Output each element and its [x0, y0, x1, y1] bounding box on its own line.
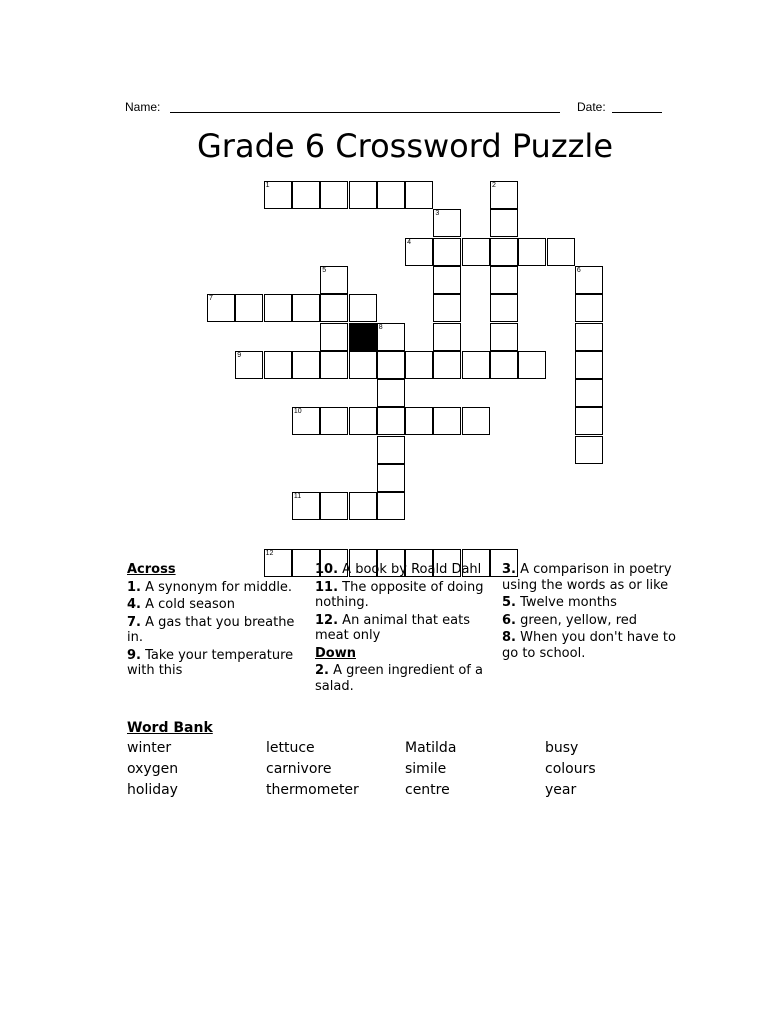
crossword-cell[interactable] — [490, 266, 518, 294]
clue-number-label: 3 — [435, 210, 440, 218]
crossword-cell[interactable] — [433, 238, 461, 266]
date-field[interactable] — [612, 112, 662, 113]
clue-text: green, yellow, red — [520, 612, 638, 628]
crossword-cell[interactable] — [320, 492, 348, 520]
crossword-cell[interactable] — [433, 266, 461, 294]
word-bank-item: simile — [405, 761, 447, 777]
date-label: Date: — [577, 100, 606, 114]
crossword-cell[interactable] — [320, 351, 348, 379]
clue-number-label: 4 — [407, 238, 411, 246]
across-heading: Across — [127, 562, 176, 577]
crossword-cell[interactable] — [490, 181, 518, 209]
crossword-cell[interactable] — [292, 492, 320, 520]
crossword-cell[interactable] — [575, 294, 603, 322]
clue-number-label: 12 — [265, 549, 274, 557]
crossword-cell[interactable] — [490, 323, 518, 351]
crossword-cell[interactable] — [433, 294, 461, 322]
clue-number: 3. — [502, 562, 516, 577]
word-bank-item: centre — [405, 782, 450, 798]
crossword-cell[interactable] — [292, 351, 320, 379]
crossword-cell[interactable] — [518, 238, 546, 266]
clues-column-2 — [315, 562, 490, 696]
clue-across-11 — [315, 580, 490, 611]
clue-down-2 — [315, 663, 490, 694]
crossword-cell[interactable] — [235, 351, 263, 379]
clue-number: 1. — [127, 579, 141, 595]
clue-down-5 — [502, 595, 677, 611]
clue-text: A gas that you breathe in. — [127, 614, 295, 645]
clue-text: When you don't have to go to school. — [502, 630, 676, 661]
crossword-cell[interactable] — [462, 238, 490, 266]
crossword-cell[interactable] — [349, 492, 377, 520]
crossword-cell[interactable] — [264, 351, 292, 379]
crossword-cell[interactable] — [320, 266, 348, 294]
crossword-cell[interactable] — [377, 407, 405, 435]
crossword-cell[interactable] — [490, 294, 518, 322]
crossword-cell[interactable] — [320, 181, 348, 209]
clue-number-label: 9 — [237, 351, 242, 359]
word-bank-item: thermometer — [266, 782, 359, 798]
crossword-cell[interactable] — [377, 379, 405, 407]
clue-down-3 — [502, 562, 677, 593]
crossword-cell[interactable] — [490, 351, 518, 379]
crossword-cell[interactable] — [405, 407, 433, 435]
clue-number-label: 7 — [209, 295, 213, 303]
clue-number: 10. — [315, 562, 339, 577]
crossword-cell[interactable] — [377, 351, 405, 379]
clue-text: Take your temperature with this — [127, 647, 294, 678]
crossword-cell[interactable] — [207, 294, 235, 322]
crossword-cell[interactable] — [349, 351, 377, 379]
crossword-cell[interactable] — [377, 323, 405, 351]
name-label: Name: — [125, 100, 161, 114]
clue-number: 8. — [502, 630, 516, 645]
crossword-cell[interactable] — [575, 379, 603, 407]
crossword-cell[interactable] — [292, 294, 320, 322]
crossword-cell[interactable] — [575, 407, 603, 435]
clue-number: 12. — [315, 612, 339, 628]
clue-number: 11. — [315, 579, 339, 595]
clue-text: A synonym for middle. — [145, 579, 293, 595]
crossword-cell[interactable] — [405, 181, 433, 209]
word-bank-title: Word Bank — [127, 720, 213, 736]
page-title: Grade 6 Crossword Puzzle — [197, 127, 613, 165]
clues-column-3 — [502, 562, 677, 663]
crossword-cell[interactable] — [433, 209, 461, 237]
clue-number-label: 6 — [576, 266, 581, 274]
crossword-cell[interactable] — [349, 294, 377, 322]
crossword-cell[interactable] — [349, 181, 377, 209]
crossword-cell[interactable] — [575, 266, 603, 294]
clue-number: 5. — [502, 595, 516, 610]
crossword-cell[interactable] — [349, 407, 377, 435]
clue-number: 7. — [127, 614, 141, 630]
crossword-cell[interactable] — [575, 351, 603, 379]
name-field[interactable] — [170, 112, 560, 113]
down-heading: Down — [315, 645, 356, 661]
crossword-cell[interactable] — [292, 181, 320, 209]
crossword-cell[interactable] — [377, 181, 405, 209]
clue-number: 9. — [127, 647, 141, 663]
crossword-cell[interactable] — [547, 238, 575, 266]
clue-text: The opposite of doing nothing. — [315, 579, 484, 610]
clues-column-1 — [127, 562, 297, 681]
crossword-cell[interactable] — [518, 351, 546, 379]
crossword-cell[interactable] — [320, 294, 348, 322]
clue-number: 6. — [502, 612, 516, 628]
clue-number-label: 8 — [378, 323, 383, 331]
name-date-line — [125, 100, 665, 116]
clue-down-8 — [502, 630, 677, 661]
clue-across-1 — [127, 580, 297, 596]
crossword-cell[interactable] — [377, 492, 405, 520]
crossword-black-cell — [349, 323, 377, 351]
crossword-cell[interactable] — [264, 294, 292, 322]
crossword-cell[interactable] — [405, 238, 433, 266]
clue-number-label: 11 — [293, 493, 302, 501]
clue-text: Twelve months — [520, 595, 617, 610]
crossword-cell[interactable] — [320, 323, 348, 351]
crossword-cell[interactable] — [433, 407, 461, 435]
crossword-cell[interactable] — [405, 351, 433, 379]
crossword-cell[interactable] — [433, 323, 461, 351]
crossword-cell[interactable] — [575, 436, 603, 464]
clue-number-label: 1 — [265, 182, 270, 189]
clue-number-label: 2 — [492, 182, 496, 189]
clue-text: A cold season — [145, 597, 235, 612]
word-bank-item: holiday — [127, 782, 178, 798]
clue-number: 2. — [315, 663, 329, 678]
clue-text: A green ingredient of a salad. — [315, 663, 483, 694]
word-bank-item: busy — [545, 740, 579, 756]
crossword-cell[interactable] — [292, 407, 320, 435]
clue-across-9 — [127, 648, 297, 679]
clue-text: A book by Roald Dahl — [342, 562, 482, 577]
clue-down-6 — [502, 613, 677, 629]
clue-across-4 — [127, 597, 297, 613]
clue-text: A comparison in poetry using the words as or like — [502, 562, 672, 593]
clue-across-12 — [315, 613, 490, 644]
crossword-cell[interactable] — [490, 238, 518, 266]
crossword-cell[interactable] — [377, 436, 405, 464]
clue-number: 4. — [127, 597, 141, 612]
crossword-cell[interactable] — [490, 209, 518, 237]
clue-number-label: 5 — [322, 266, 327, 274]
clue-across-7 — [127, 615, 297, 646]
clue-number-label: 10 — [293, 408, 302, 416]
crossword-cell[interactable] — [235, 294, 263, 322]
crossword-cell[interactable] — [433, 351, 461, 379]
clue-text: An animal that eats meat only — [315, 612, 470, 643]
word-bank — [127, 740, 687, 806]
word-bank-item: oxygen — [127, 761, 179, 777]
word-bank-item: winter — [127, 740, 172, 756]
word-bank-item: colours — [545, 761, 596, 777]
crossword-cell[interactable] — [320, 407, 348, 435]
clue-across-10 — [315, 562, 490, 578]
crossword-cell[interactable] — [575, 323, 603, 351]
word-bank-item: lettuce — [266, 740, 315, 756]
word-bank-item: carnivore — [266, 761, 332, 777]
crossword-cell[interactable] — [462, 407, 490, 435]
crossword-cell[interactable] — [264, 181, 292, 209]
crossword-cell[interactable] — [462, 351, 490, 379]
word-bank-item: Matilda — [405, 740, 457, 756]
crossword-cell[interactable] — [377, 464, 405, 492]
word-bank-item: year — [545, 782, 577, 798]
